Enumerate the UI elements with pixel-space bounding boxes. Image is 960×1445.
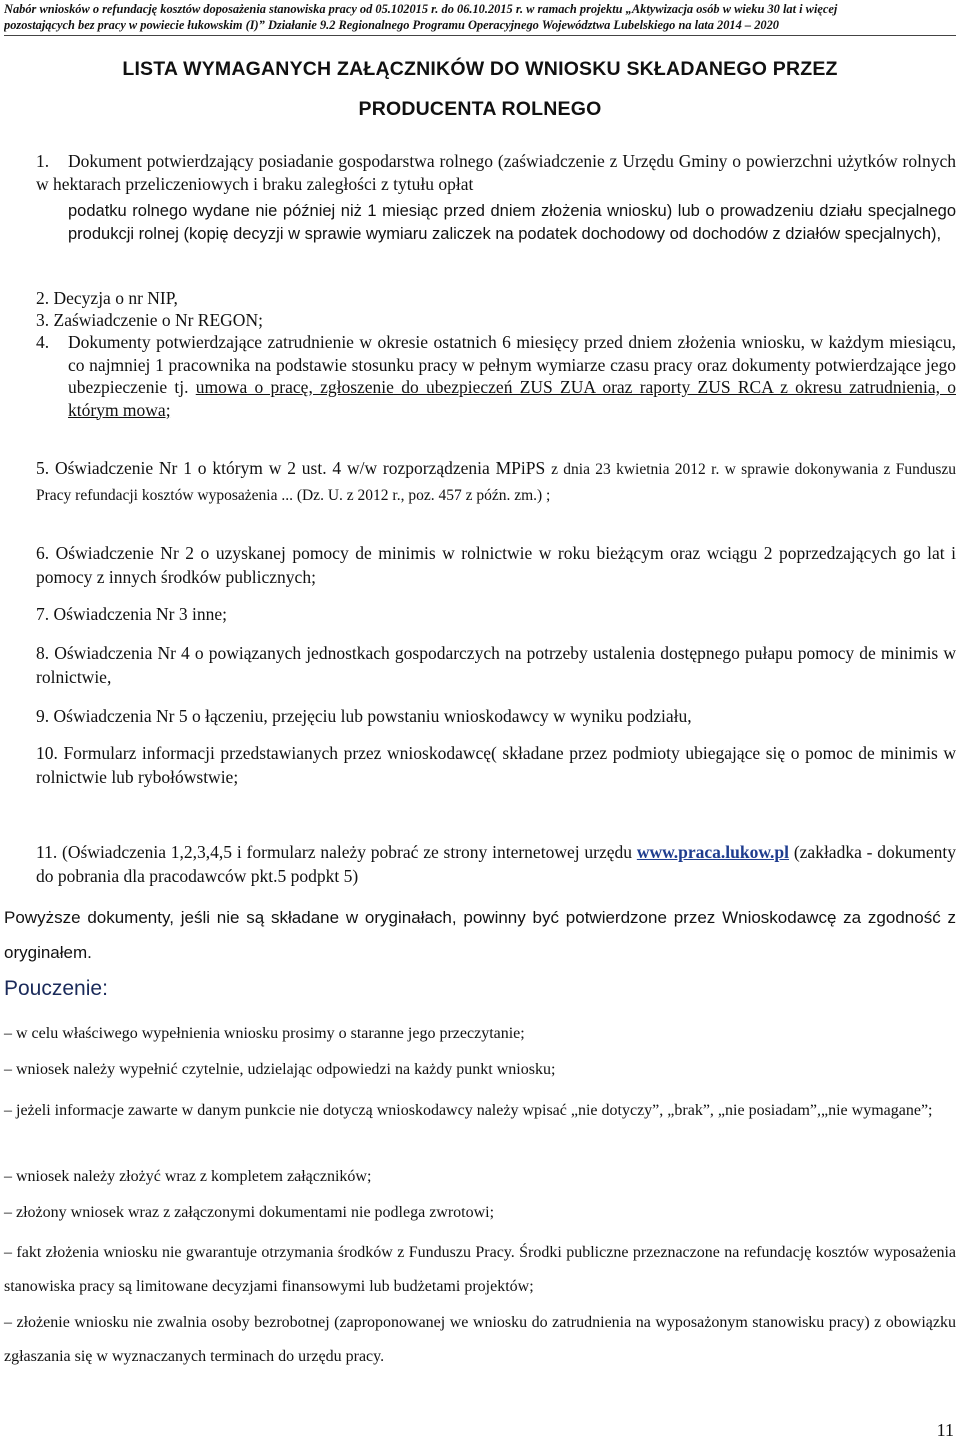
item-1-intro	[36, 150, 956, 195]
item-11-text-b: (zakładka - dokumenty do pobrania dla pracodawców pkt.5 podpkt 5)	[36, 842, 957, 886]
item-7: 7. Oświadczenia Nr 3 inne;	[36, 604, 227, 624]
item-11	[36, 840, 956, 888]
item-4-number: 4.	[36, 332, 50, 352]
item-6: 6. Oświadczenie Nr 2 o uzyskanej pomocy de minimis w rolnictwie w roku bieżącym oraz wciągu 2 poprzedzających go lat i pomocy z innych środków publicznych;	[36, 543, 956, 587]
page-number: 11	[936, 1420, 954, 1440]
item-4-underlined-text: umowa o pracę, zgłoszenie do ubezpieczeń ZUS ZUA oraz raporty ZUS RCA z okresu zatrudnienia, o którym mowa;	[68, 377, 956, 420]
item-8: 8. Oświadczenia Nr 4 o powiązanych jednostkach gospodarczych na potrzeby ustalenia dostępnego pułapu pomocy de minimis w rolnictwie,	[36, 643, 956, 687]
item-10: 10. Formularz informacji przedstawianych przez wnioskodawcę( składane przez podmioty ubiegające się o pomoc de minimis w rolnictwie lub rybołówstwie;	[36, 743, 956, 787]
item-2: 2. Decyzja o nr NIP,	[36, 288, 178, 308]
item-4	[36, 331, 956, 421]
item-4-text: Dokumenty potwierdzające zatrudnienie w okresie ostatnich 6 miesięcy przed dniem złożenia wniosku, w każdym miesiącu, co najmniej 1 pracownika na podstawie stosunku pracy w pełnym wymiarze czasu pracy oraz dokumenty potwierdzające jego ubezpieczenie tj.	[68, 332, 956, 397]
praca-lukow-link[interactable]: www.praca.lukow.pl	[636, 842, 790, 862]
item-5-text-b: z dnia 23 kwietnia 2012 r. w sprawie dokonywania z Funduszu Pracy refundacji kosztów wyposażenia ... (Dz. U. z 2012 r., poz. 457 z późn. zm.) ;	[36, 461, 957, 504]
item-5-text-a: 5. Oświadczenie Nr 1 o którym w 2 ust. 4 w/w rozporządzenia MPiPS	[36, 458, 546, 478]
item-11-text-a: 11. (Oświadczenia 1,2,3,4,5 i formularz należy pobrać ze strony internetowej urzędu	[36, 842, 633, 862]
item-1-text-b: podatku rolnego wydane nie później niż 1 miesiąc przed dniem złożenia wniosku) lub o prowadzeniu działu specjalnego produkcji rolnej (kopię decyzji w sprawie wymiaru zaliczek na podatek dochodowy od dochodów z działów specjalnych),	[68, 202, 956, 243]
item-9: 9. Oświadczenia Nr 5 o łączeniu, przejęciu lub powstaniu wnioskodawcy w wyniku podziału,	[36, 706, 692, 726]
instruction-bullet-1: – w celu właściwego wypełnienia wniosku prosimy o staranne jego przeczytanie;	[4, 1025, 525, 1042]
page-header	[4, 1, 956, 36]
header-line-2: pozostających bez pracy w powiecie łukowskim (I)” Działanie 9.2 Regionalnego Programu Operacyjnego Województwa Lubelskiego na lata 2014 – 2020	[4, 18, 779, 32]
pouczenie-heading: Pouczenie:	[4, 977, 108, 1000]
instruction-bullet-2: – wniosek należy wypełnić czytelnie, udzielając odpowiedzi na każdy punkt wniosku;	[4, 1061, 556, 1078]
item-1-number: 1.	[36, 151, 50, 171]
item-1-text-a: Dokument potwierdzający posiadanie gospodarstwa rolnego (zaświadczenie z Urzędu Gminy o powierzchni użytków rolnych w hektarach przeliczeniowych i braku zaległości z tytułu opłat	[36, 151, 956, 194]
instruction-bullet-5: – złożony wniosek wraz z załączonymi dokumentami nie podlega zwrotowi;	[4, 1204, 495, 1221]
instruction-bullet-7: – złożenie wniosku nie zwalnia osoby bezrobotnej (zaproponowanej we wniosku do zatrudnienia na wyposażonym stanowisku pracy) z obowiązku zgłaszania się w wyznaczanych terminach do urzędu pracy.	[4, 1314, 956, 1365]
certification-note: Powyższe dokumenty, jeśli nie są składane w oryginałach, powinny być potwierdzone przez Wnioskodawcę za zgodność z oryginałem.	[4, 908, 956, 962]
instruction-bullet-4: – wniosek należy złożyć wraz z kompletem załączników;	[4, 1168, 372, 1185]
instruction-bullet-3: – jeżeli informacje zawarte w danym punkcie nie dotyczą wnioskodawcy należy wpisać „nie dotyczy”, „brak”, „nie posiadam”,„nie wymagane”;	[4, 1102, 933, 1119]
instruction-bullet-6: – fakt złożenia wniosku nie gwarantuje otrzymania środków z Funduszu Pracy. Środki publiczne przeznaczone na refundację kosztów wyposażenia stanowiska pracy są limitowane decyzjami finansowymi lub budżetami projektów;	[4, 1244, 956, 1295]
item-3: 3. Zaświadczenie o Nr REGON;	[36, 310, 263, 330]
item-5	[36, 456, 956, 508]
document-title-line-1: LISTA WYMAGANYCH ZAŁĄCZNIKÓW DO WNIOSKU SKŁADANEGO PRZEZ	[122, 58, 838, 80]
document-title-line-2: PRODUCENTA ROLNEGO	[358, 98, 602, 120]
header-line-1: Nabór wniosków o refundację kosztów doposażenia stanowiska pracy od 05.102015 r. do 06.10.2015 r. w ramach projektu „Aktywizacja osób w wieku 30 lat i więcej	[4, 2, 838, 16]
